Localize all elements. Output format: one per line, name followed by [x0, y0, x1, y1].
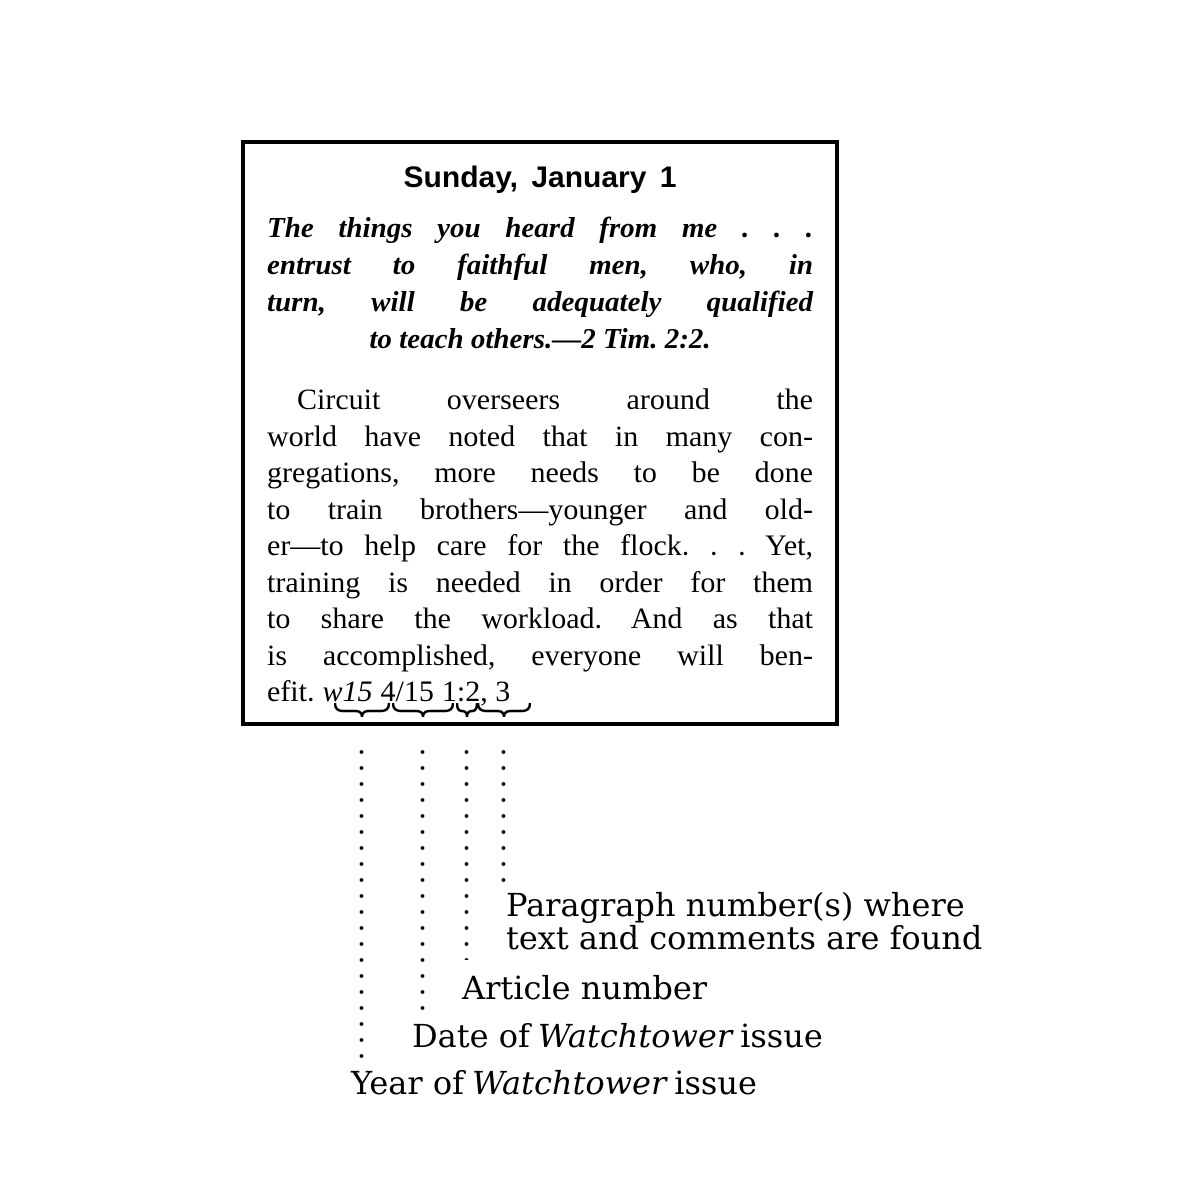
underbrace-paragraphs-icon	[477, 701, 531, 719]
dotted-connector-date	[419, 744, 426, 1012]
issue-date-label-prefix: Date of	[412, 1017, 530, 1055]
dotted-connector-article	[463, 744, 470, 960]
underbrace-article-icon	[456, 701, 478, 719]
scripture-text	[267, 210, 813, 358]
citation-date: 4/15	[380, 675, 434, 708]
scripture-line: turn, will be adequately qualified	[267, 286, 813, 318]
citation-year: w15	[322, 675, 373, 708]
article-number-label: Article number	[462, 969, 708, 1007]
citation-article: 1:	[441, 675, 466, 708]
comment-line: Circuit overseers around the	[297, 383, 813, 416]
comment-paragraph	[267, 382, 813, 711]
dotted-connector-year	[358, 744, 365, 1064]
issue-date-label-suffix: issue	[740, 1017, 823, 1055]
comment-line: training is needed in order for them	[267, 565, 813, 599]
issue-year-label-suffix: issue	[674, 1064, 757, 1102]
comment-line: to train brothers—younger and old-	[267, 492, 813, 526]
paragraph-number-label-line1: Paragraph number(s) where	[506, 886, 965, 924]
comment-line: er—to help care for the flock. . . Yet,	[267, 529, 813, 562]
paragraph-number-label-line2: text and comments are found	[506, 919, 983, 957]
date-heading: Sunday, January 1	[403, 161, 677, 194]
comment-line: world have noted that in many con-	[267, 419, 813, 453]
comment-line: is accomplished, everyone will ben-	[267, 638, 813, 672]
scripture-line-reference: to teach others.—2 Tim. 2:2.	[369, 323, 711, 355]
comment-line: to share the workload. And as that	[267, 602, 813, 635]
citation-prefix: efit.	[267, 675, 315, 708]
issue-year-label-publication: Watchtower	[471, 1064, 667, 1102]
underbrace-date-icon	[392, 701, 454, 719]
citation-paragraphs: 2, 3	[465, 675, 511, 708]
paragraph-number-label	[506, 886, 983, 957]
scripture-line: The things you heard from me . . .	[267, 212, 813, 244]
issue-date-label	[412, 1016, 823, 1056]
dotted-connector-paragraphs	[500, 744, 507, 886]
issue-date-label-publication: Watchtower	[537, 1017, 733, 1055]
daily-text-box	[241, 140, 839, 726]
underbrace-year-icon	[334, 701, 390, 719]
comment-line: gregations, more needs to be done	[267, 456, 813, 489]
issue-year-label	[351, 1063, 757, 1103]
issue-year-label-prefix: Year of	[351, 1064, 464, 1102]
scripture-line: entrust to faithful men, who, in	[267, 249, 813, 281]
